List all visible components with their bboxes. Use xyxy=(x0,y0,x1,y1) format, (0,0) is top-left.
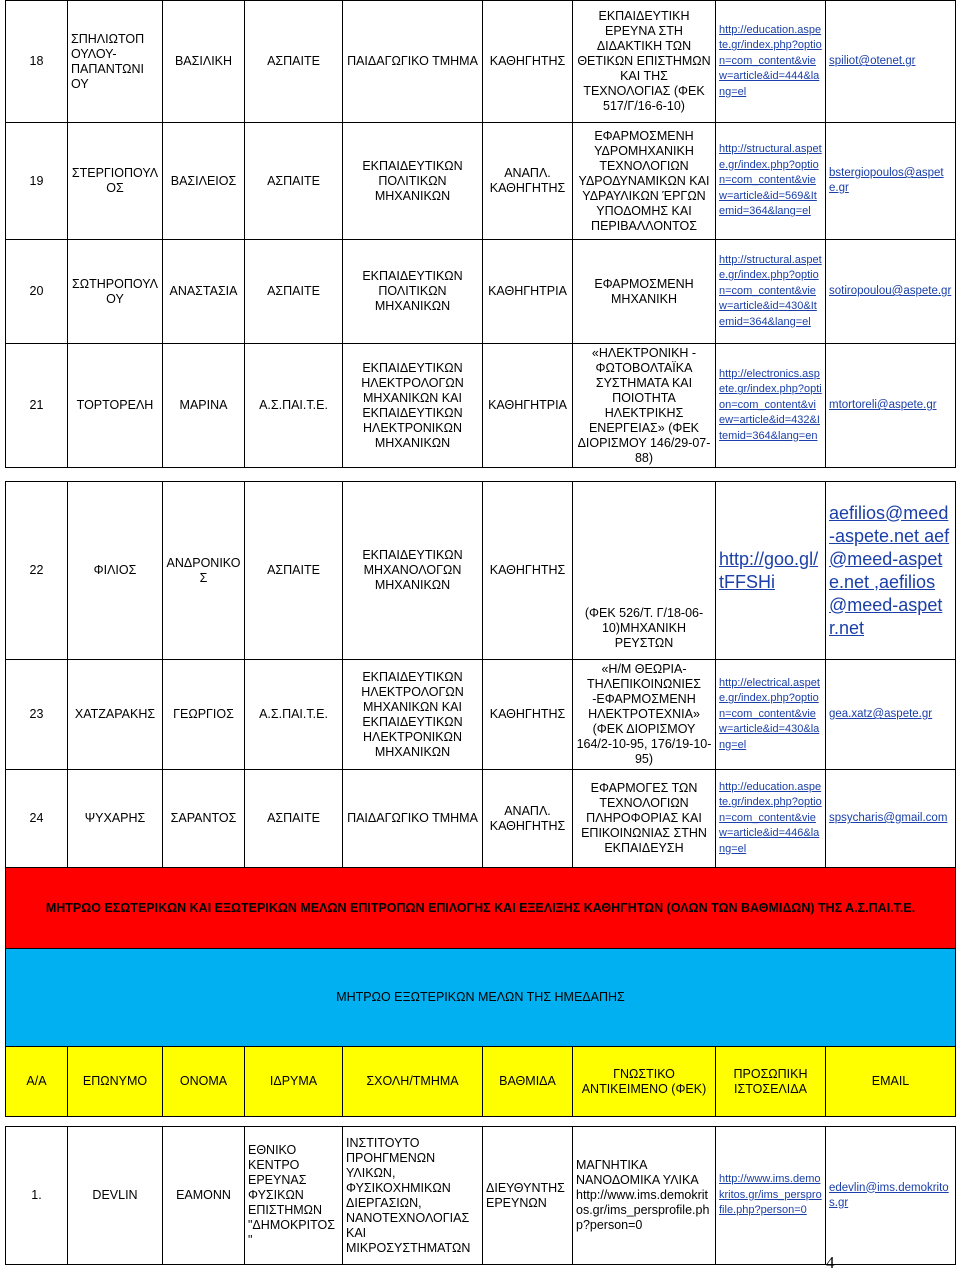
header-rank: ΒΑΘΜΙΔΑ xyxy=(483,1047,573,1117)
email-link[interactable]: edevlin@ims.demokritos.gr xyxy=(826,1127,956,1265)
personal-page-link[interactable]: http://education.aspete.gr/index.php?option=com_content&view=article&id=446&lang=el xyxy=(716,770,826,868)
institution-cell: ΑΣΠΑΙΤΕ xyxy=(245,240,343,344)
table-row xyxy=(6,1,956,123)
personal-page-link[interactable]: http://structural.aspete.gr/index.php?option=com_content&view=article&id=430&Itemid=364&lang=el xyxy=(716,240,826,344)
personal-page-link[interactable]: http://electrical.aspete.gr/index.php?option=com_content&view=article&id=430&lang=el xyxy=(716,660,826,770)
surname-cell: ΣΩΤΗΡΟΠΟΥΛΟΥ xyxy=(68,240,163,344)
rank-cell: ΑΝΑΠΛ. ΚΑΘΗΓΗΤΗΣ xyxy=(483,123,573,240)
rank-cell: ΑΝΑΠΛ. ΚΑΘΗΓΗΤΗΣ xyxy=(483,770,573,868)
page-number: 4 xyxy=(826,1253,835,1272)
field-cell: «Η/Μ ΘΕΩΡΙΑ-ΤΗΛΕΠΙΚΟΙΝΩΝΙΕΣ -ΕΦΑΡΜΟΣΜΕΝΗ ΗΛΕΚΤΡΟΤΕΧΝΙΑ» (ΦΕΚ ΔΙΟΡΙΣΜΟΥ 164/2-10-95, 176/19-10-95) xyxy=(573,660,716,770)
surname-cell: ΤΟΡΤΟΡΕΛΗ xyxy=(68,344,163,468)
institution-cell: ΑΣΠΑΙΤΕ xyxy=(245,123,343,240)
personal-page-link[interactable]: http://education.aspete.gr/index.php?option=com_content&view=article&id=444&lang=el xyxy=(716,1,826,123)
rank-cell: ΚΑΘΗΓΗΤΡΙΑ xyxy=(483,240,573,344)
name-cell: ΑΝΔΡΟΝΙΚΟΣ xyxy=(163,482,245,660)
row-number: 1. xyxy=(6,1127,68,1265)
row-number: 24 xyxy=(6,770,68,868)
header-school: ΣΧΟΛΗ/ΤΜΗΜΑ xyxy=(343,1047,483,1117)
header-aa: Α/Α xyxy=(6,1047,68,1117)
surname-cell: ΧΑΤΖΑΡΑΚΗΣ xyxy=(68,660,163,770)
email-link[interactable]: bstergiopoulos@aspete.gr xyxy=(826,123,956,240)
header-name: ΟΝΟΜΑ xyxy=(163,1047,245,1117)
email-link[interactable]: gea.xatz@aspete.gr xyxy=(826,660,956,770)
field-cell: ΕΚΠΑΙΔΕΥΤΙΚΗ ΕΡΕΥΝΑ ΣΤΗ ΔΙΔΑΚΤΙΚΗ ΤΩΝ ΘΕΤΙΚΩΝ ΕΠΙΣΤΗΜΩΝ ΚΑΙ ΤΗΣ ΤΕΧΝΟΛΟΓΙΑΣ (ΦΕΚ 517/Γ/16-6-10) xyxy=(573,1,716,123)
name-cell: ΜΑΡΙΝΑ xyxy=(163,344,245,468)
row-number: 18 xyxy=(6,1,68,123)
surname-cell: ΨΥΧΑΡΗΣ xyxy=(68,770,163,868)
rank-cell: ΔΙΕΥΘΥΝΤΗΣ ΕΡΕΥΝΩΝ xyxy=(483,1127,573,1265)
school-cell: ΕΚΠΑΙΔΕΥΤΙΚΩΝ ΜΗΧΑΝΟΛΟΓΩΝ ΜΗΧΑΝΙΚΩΝ xyxy=(343,482,483,660)
personal-page-link[interactable]: http://www.ims.demokritos.gr/ims_persprofile.php?person=0 xyxy=(716,1127,826,1265)
blue-banner-row xyxy=(6,949,956,1047)
field-cell: ΜΑΓΝΗΤΙΚΑ ΝΑΝΟΔΟΜΙΚΑ ΥΛΙΚΑ http://www.ims.demokritos.gr/ims_persprofile.php?person=0 xyxy=(573,1127,716,1265)
institution-cell: Α.Σ.ΠΑΙ.Τ.Ε. xyxy=(245,344,343,468)
name-cell: ΒΑΣΙΛΙΚΗ xyxy=(163,1,245,123)
name-cell: ΓΕΩΡΓΙΟΣ xyxy=(163,660,245,770)
row-number: 22 xyxy=(6,482,68,660)
personal-page-link[interactable]: http://electronics.aspete.gr/index.php?option=com_content&view=article&id=432&Itemid=364&lang=en xyxy=(716,344,826,468)
surname-cell: ΣΠΗΛΙΩΤΟΠ ΟΥΛΟΥ- ΠΑΠΑΝΤΩΝΙ ΟΥ xyxy=(68,1,163,123)
column-header-row xyxy=(6,1047,956,1117)
school-cell: ΙΝΣΤΙΤΟΥΤΟ ΠΡΟΗΓΜΕΝΩΝ ΥΛΙΚΩΝ, ΦΥΣΙΚΟΧΗΜΙΚΩΝ ΔΙΕΡΓΑΣΙΩΝ, ΝΑΝΟΤΕΧΝΟΛΟΓΙΑΣ ΚΑΙ ΜΙΚΡΟΣΥΣΤΗΜΑΤΩΝ xyxy=(343,1127,483,1265)
school-cell: ΕΚΠΑΙΔΕΥΤΙΚΩΝ ΗΛΕΚΤΡΟΛΟΓΩΝ ΜΗΧΑΝΙΚΩΝ ΚΑΙ ΕΚΠΑΙΔΕΥΤΙΚΩΝ ΗΛΕΚΤΡΟΝΙΚΩΝ ΜΗΧΑΝΙΚΩΝ xyxy=(343,660,483,770)
name-cell: EAMONN xyxy=(163,1127,245,1265)
header-email: EMAIL xyxy=(826,1047,956,1117)
surname-cell: DEVLIN xyxy=(68,1127,163,1265)
members-table xyxy=(5,0,956,1265)
field-cell: (ΦΕΚ 526/Τ. Γ/18-06-10)ΜΗΧΑΝΙΚΗ ΡΕΥΣΤΩΝ xyxy=(573,482,716,660)
rank-cell: ΚΑΘΗΓΗΤΡΙΑ xyxy=(483,344,573,468)
registry-sheet xyxy=(5,0,955,1265)
personal-page-link[interactable]: http://goo.gl/tFFSHi xyxy=(716,482,826,660)
school-cell: ΠΑΙΔΑΓΩΓΙΚΟ ΤΜΗΜΑ xyxy=(343,1,483,123)
table-row xyxy=(6,770,956,868)
row-number: 19 xyxy=(6,123,68,240)
table-row xyxy=(6,123,956,240)
institution-cell: ΑΣΠΑΙΤΕ xyxy=(245,1,343,123)
school-cell: ΕΚΠΑΙΔΕΥΤΙΚΩΝ ΠΟΛΙΤΙΚΩΝ ΜΗΧΑΝΙΚΩΝ xyxy=(343,240,483,344)
email-link[interactable]: mtortoreli@aspete.gr xyxy=(826,344,956,468)
email-link[interactable]: aefilios@meed-aspete.net aef@meed-aspete.net ,aefilios@meed-aspetr.net xyxy=(826,482,956,660)
school-cell: ΠΑΙΔΑΓΩΓΙΚΟ ΤΜΗΜΑ xyxy=(343,770,483,868)
rank-cell: ΚΑΘΗΓΗΤΗΣ xyxy=(483,482,573,660)
row-number: 20 xyxy=(6,240,68,344)
row-number: 23 xyxy=(6,660,68,770)
name-cell: ΣΑΡΑΝΤΟΣ xyxy=(163,770,245,868)
school-cell: ΕΚΠΑΙΔΕΥΤΙΚΩΝ ΠΟΛΙΤΙΚΩΝ ΜΗΧΑΝΙΚΩΝ xyxy=(343,123,483,240)
name-cell: ΒΑΣΙΛΕΙΟΣ xyxy=(163,123,245,240)
field-cell: ΕΦΑΡΜΟΓΕΣ ΤΩΝ ΤΕΧΝΟΛΟΓΙΩΝ ΠΛΗΡΟΦΟΡΙΑΣ ΚΑΙ ΕΠΙΚΟΙΝΩΝΙΑΣ ΣΤΗΝ ΕΚΠΑΙΔΕΥΣΗ xyxy=(573,770,716,868)
external-members-banner: ΜΗΤΡΩΟ ΕΞΩΤΕΡΙΚΩΝ ΜΕΛΩΝ ΤΗΣ ΗΜΕΔΑΠΗΣ xyxy=(6,949,956,1047)
header-surname: ΕΠΩΝΥΜΟ xyxy=(68,1047,163,1117)
header-personal-page: ΠΡΟΣΩΠΙΚΗ ΙΣΤΟΣΕΛΙΔΑ xyxy=(716,1047,826,1117)
red-banner-row xyxy=(6,868,956,949)
table-row xyxy=(6,660,956,770)
email-link[interactable]: sotiropoulou@aspete.gr xyxy=(826,240,956,344)
row-number: 21 xyxy=(6,344,68,468)
surname-cell: ΣΤΕΡΓΙΟΠΟΥΛΟΣ xyxy=(68,123,163,240)
committee-registry-banner: ΜΗΤΡΩΟ ΕΣΩΤΕΡΙΚΩΝ ΚΑΙ ΕΞΩΤΕΡΙΚΩΝ ΜΕΛΩΝ ΕΠΙΤΡΟΠΩΝ ΕΠΙΛΟΓΗΣ ΚΑΙ ΕΞΕΛΙΞΗΣ ΚΑΘΗΓΗΤΩΝ (ΟΛΩΝ ΤΩΝ ΒΑΘΜΙΔΩΝ) ΤΗΣ Α.Σ.ΠΑΙ.Τ.Ε. xyxy=(6,868,956,949)
table-row xyxy=(6,240,956,344)
spacer-row xyxy=(6,1117,956,1127)
rank-cell: ΚΑΘΗΓΗΤΗΣ xyxy=(483,660,573,770)
name-cell: ΑΝΑΣΤΑΣΙΑ xyxy=(163,240,245,344)
school-cell: ΕΚΠΑΙΔΕΥΤΙΚΩΝ ΗΛΕΚΤΡΟΛΟΓΩΝ ΜΗΧΑΝΙΚΩΝ ΚΑΙ ΕΚΠΑΙΔΕΥΤΙΚΩΝ ΗΛΕΚΤΡΟΝΙΚΩΝ ΜΗΧΑΝΙΚΩΝ xyxy=(343,344,483,468)
institution-cell: ΕΘΝΙΚΟ ΚΕΝΤΡΟ ΕΡΕΥΝΑΣ ΦΥΣΙΚΩΝ ΕΠΙΣΤΗΜΩΝ "ΔΗΜΟΚΡΙΤΟΣ" xyxy=(245,1127,343,1265)
email-link[interactable]: spsycharis@gmail.com xyxy=(826,770,956,868)
field-cell: «ΗΛΕΚΤΡΟΝΙΚΗ - ΦΩΤΟΒΟΛΤΑΪΚΑ ΣΥΣΤΗΜΑΤΑ ΚΑΙ ΠΟΙΟΤΗΤΑ ΗΛΕΚΤΡΙΚΗΣ ΕΝΕΡΓΕΙΑΣ» (ΦΕΚ ΔΙΟΡΙΣΜΟΥ 146/29-07-88) xyxy=(573,344,716,468)
table-row xyxy=(6,482,956,660)
rank-cell: ΚΑΘΗΓΗΤΗΣ xyxy=(483,1,573,123)
personal-page-link[interactable]: http://structural.aspete.gr/index.php?option=com_content&view=article&id=569&Itemid=364&lang=el xyxy=(716,123,826,240)
field-cell: ΕΦΑΡΜΟΣΜΕΝΗ ΥΔΡΟΜΗΧΑΝΙΚΗ ΤΕΧΝΟΛΟΓΙΩΝ ΥΔΡΟΔΥΝΑΜΙΚΩΝ ΚΑΙ ΥΔΡΑΥΛΙΚΩΝ ΈΡΓΩΝ ΥΠΟΔΟΜΗΣ ΚΑΙ ΠΕΡΙΒΑΛΛΟΝΤΟΣ xyxy=(573,123,716,240)
spacer-row xyxy=(6,468,956,482)
surname-cell: ΦΙΛΙΟΣ xyxy=(68,482,163,660)
institution-cell: Α.Σ.ΠΑΙ.Τ.Ε. xyxy=(245,660,343,770)
table-row xyxy=(6,1127,956,1265)
header-field: ΓΝΩΣΤΙΚΟ ΑΝΤΙΚΕΙΜΕΝΟ (ΦΕΚ) xyxy=(573,1047,716,1117)
institution-cell: ΑΣΠΑΙΤΕ xyxy=(245,482,343,660)
email-link[interactable]: spiliot@otenet.gr xyxy=(826,1,956,123)
header-institution: ΙΔΡΥΜΑ xyxy=(245,1047,343,1117)
table-row xyxy=(6,344,956,468)
field-cell: ΕΦΑΡΜΟΣΜΕΝΗ ΜΗΧΑΝΙΚΗ xyxy=(573,240,716,344)
institution-cell: ΑΣΠΑΙΤΕ xyxy=(245,770,343,868)
